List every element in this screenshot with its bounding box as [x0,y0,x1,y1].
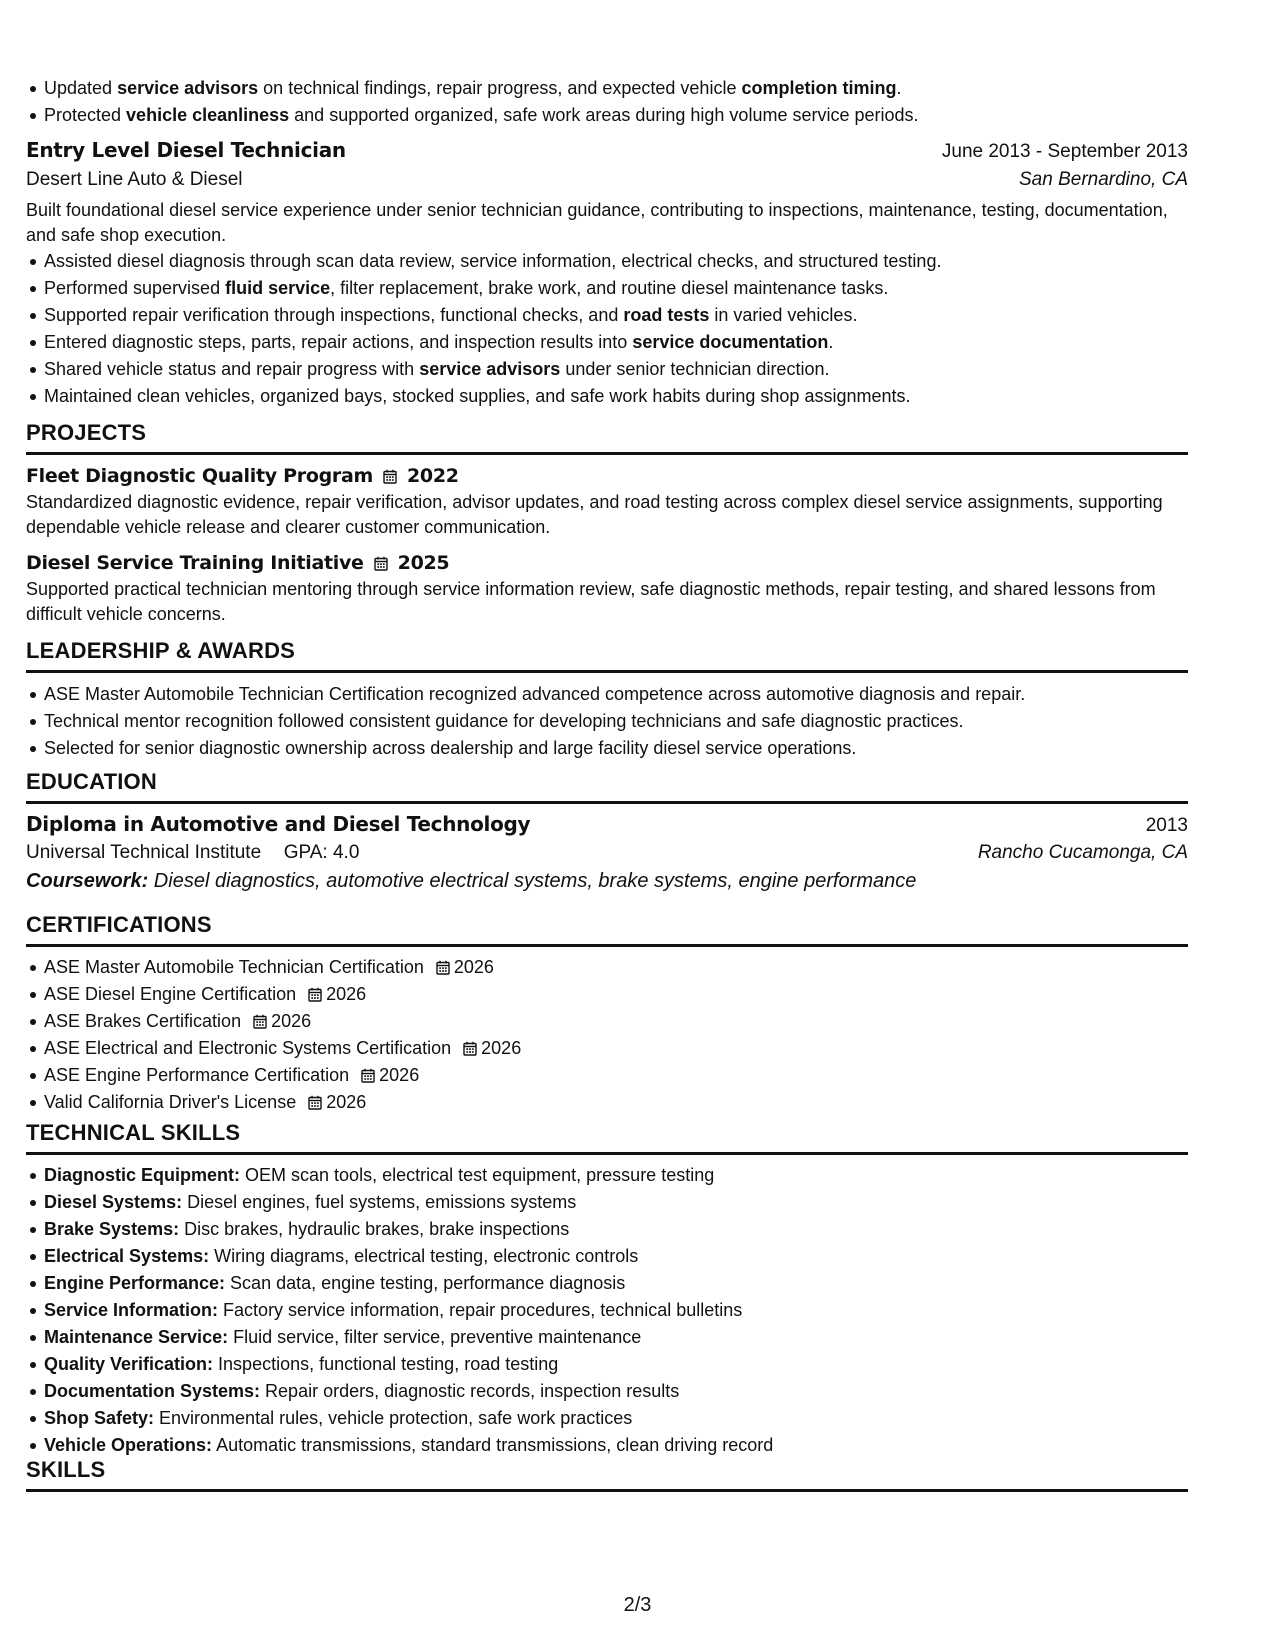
certification-year: 2026 [326,1092,367,1112]
bullet-item: Entered diagnostic steps, parts, repair actions, and inspection results into service documentation. [44,329,1188,356]
section-heading-skills: SKILLS [26,1457,1188,1492]
section-heading-leadership: LEADERSHIP & AWARDS [26,638,1188,673]
certifications-section [26,912,1188,1116]
skill-category: Brake Systems: [44,1219,180,1239]
section-heading-projects: PROJECTS [26,420,1188,455]
skill-values: Disc brakes, hydraulic brakes, brake inspections [179,1219,570,1239]
calendar-icon [436,960,450,975]
project-year: 2025 [397,552,450,574]
list-item: Selected for senior diagnostic ownership across dealership and large facility diesel service operations. [44,735,1188,762]
skill-values: Automatic transmissions, standard transmissions, clean driving record [212,1435,774,1455]
job-bullets [26,248,1188,410]
calendar-icon [374,556,388,571]
certification-item [44,1062,1188,1089]
skill-category: Diesel Systems: [44,1192,183,1212]
technical-skill-item [44,1297,1188,1324]
calendar-icon [463,1041,477,1056]
skill-category: Service Information: [44,1300,219,1320]
skill-values: OEM scan tools, electrical test equipment, pressure testing [240,1165,715,1185]
skill-category: Vehicle Operations: [44,1435,213,1455]
certification-year: 2026 [326,984,367,1004]
calendar-icon [308,1095,322,1110]
skill-values: Scan data, engine testing, performance diagnosis [225,1273,626,1293]
skill-values: Diesel engines, fuel systems, emissions systems [182,1192,577,1212]
leadership-list [26,681,1188,762]
coursework [26,870,1188,893]
certification-name: ASE Engine Performance Certification [44,1065,350,1085]
job-summary: Built foundational diesel service experience under senior technician guidance, contributing to inspections, maintenance, testing, documentation, and safe shop execution. [26,200,1168,245]
gpa: GPA: 4.0 [283,842,360,863]
school-name: Universal Technical Institute [26,842,262,863]
certification-name: ASE Electrical and Electronic Systems Certification [44,1038,452,1058]
bullet-item: Shared vehicle status and repair progress with service advisors under senior technician direction. [44,356,1188,383]
technical-skill-item [44,1189,1188,1216]
bullet-item: Maintained clean vehicles, organized bays, stocked supplies, and safe work habits during shop assignments. [44,383,1188,410]
certification-item [44,1089,1188,1116]
skill-category: Quality Verification: [44,1354,214,1374]
technical-skill-item [44,1378,1188,1405]
project-description: Supported practical technician mentoring through service information review, safe diagnostic methods, repair testing, and shared lessons from difficult vehicle concerns. [26,579,1156,624]
education-section [26,769,1188,893]
certification-year: 2026 [453,957,494,977]
certification-item [44,1035,1188,1062]
certification-name: Valid California Driver's License [44,1092,297,1112]
skill-category: Maintenance Service: [44,1327,229,1347]
bullet-item: Assisted diesel diagnosis through scan data review, service information, electrical checks, and structured testing. [44,248,1188,275]
calendar-icon [383,469,397,484]
job-title: Entry Level Diesel Technician [26,138,346,162]
skill-values: Wiring diagrams, electrical testing, electronic controls [209,1246,639,1266]
skill-category: Diagnostic Equipment: [44,1165,241,1185]
certification-year: 2026 [481,1038,522,1058]
technical-skill-item [44,1405,1188,1432]
technical-skill-item [44,1243,1188,1270]
certification-name: ASE Master Automobile Technician Certification [44,957,424,977]
technical-skill-item [44,1216,1188,1243]
certification-item [44,954,1188,981]
certifications-list [26,954,1188,1116]
technical-skills-list [26,1162,1188,1459]
skill-values: Fluid service, filter service, preventive maintenance [228,1327,642,1347]
section-heading-education: EDUCATION [26,769,1188,804]
skill-values: Environmental rules, vehicle protection, safe work practices [154,1408,633,1428]
bullet-item: Protected vehicle cleanliness and supported organized, safe work areas during high volume service periods. [44,102,1268,129]
technical-skill-item [44,1324,1188,1351]
skills-section [26,1457,1188,1492]
certification-item [44,981,1188,1008]
job-company: Desert Line Auto & Diesel [26,169,243,190]
certification-item [44,1008,1188,1035]
project-item [26,465,1188,540]
degree-year: 2013 [1145,815,1188,836]
coursework-text: Diesel diagnostics, automotive electrical systems, brake systems, engine performance [148,870,917,892]
list-item: ASE Master Automobile Technician Certification recognized advanced competence across automotive diagnosis and repair. [44,681,1188,708]
project-description: Standardized diagnostic evidence, repair verification, advisor updates, and road testing across complex diesel service assignments, supporting dependable vehicle release and clearer customer communication. [26,492,1163,537]
school-location: Rancho Cucamonga, CA [977,842,1188,863]
section-heading-certifications: CERTIFICATIONS [26,912,1188,947]
skill-values: Factory service information, repair procedures, technical bulletins [218,1300,743,1320]
job-entry [26,138,1188,410]
certification-name: ASE Brakes Certification [44,1011,242,1031]
calendar-icon [308,987,322,1002]
skill-category: Shop Safety: [44,1408,155,1428]
certification-name: ASE Diesel Engine Certification [44,984,297,1004]
technical-skill-item [44,1432,1188,1459]
calendar-icon [253,1014,267,1029]
technical-skill-item [44,1162,1188,1189]
project-title: Diesel Service Training Initiative [26,552,364,574]
project-year: 2022 [406,465,459,487]
technical-skill-item [44,1351,1188,1378]
page-number: 2/3 [623,1594,652,1616]
calendar-icon [361,1068,375,1083]
projects-section [26,420,1188,627]
job-dates: June 2013 - September 2013 [941,141,1188,162]
project-title: Fleet Diagnostic Quality Program [26,465,373,487]
section-heading-technical-skills: TECHNICAL SKILLS [26,1120,1188,1155]
bullet-item: Performed supervised fluid service, filter replacement, brake work, and routine diesel maintenance tasks. [44,275,1188,302]
technical-skills-section [26,1120,1188,1459]
skill-values: Repair orders, diagnostic records, inspection results [260,1381,680,1401]
project-item [26,552,1188,627]
skill-category: Electrical Systems: [44,1246,210,1266]
skill-values: Inspections, functional testing, road testing [213,1354,559,1374]
bullet-item: Supported repair verification through inspections, functional checks, and road tests in varied vehicles. [44,302,1188,329]
prev-job-bullets [26,75,1268,129]
job-location: San Bernardino, CA [1019,169,1188,190]
skill-category: Documentation Systems: [44,1381,261,1401]
leadership-section [26,638,1188,762]
bullet-item: Updated service advisors on technical findings, repair progress, and expected vehicle completion timing. [44,75,1268,102]
coursework-label: Coursework: [26,870,149,892]
list-item: Technical mentor recognition followed consistent guidance for developing technicians and safe diagnostic practices. [44,708,1188,735]
certification-year: 2026 [271,1011,312,1031]
degree-title: Diploma in Automotive and Diesel Technology [26,812,531,836]
skill-category: Engine Performance: [44,1273,226,1293]
technical-skill-item [44,1270,1188,1297]
certification-year: 2026 [379,1065,420,1085]
